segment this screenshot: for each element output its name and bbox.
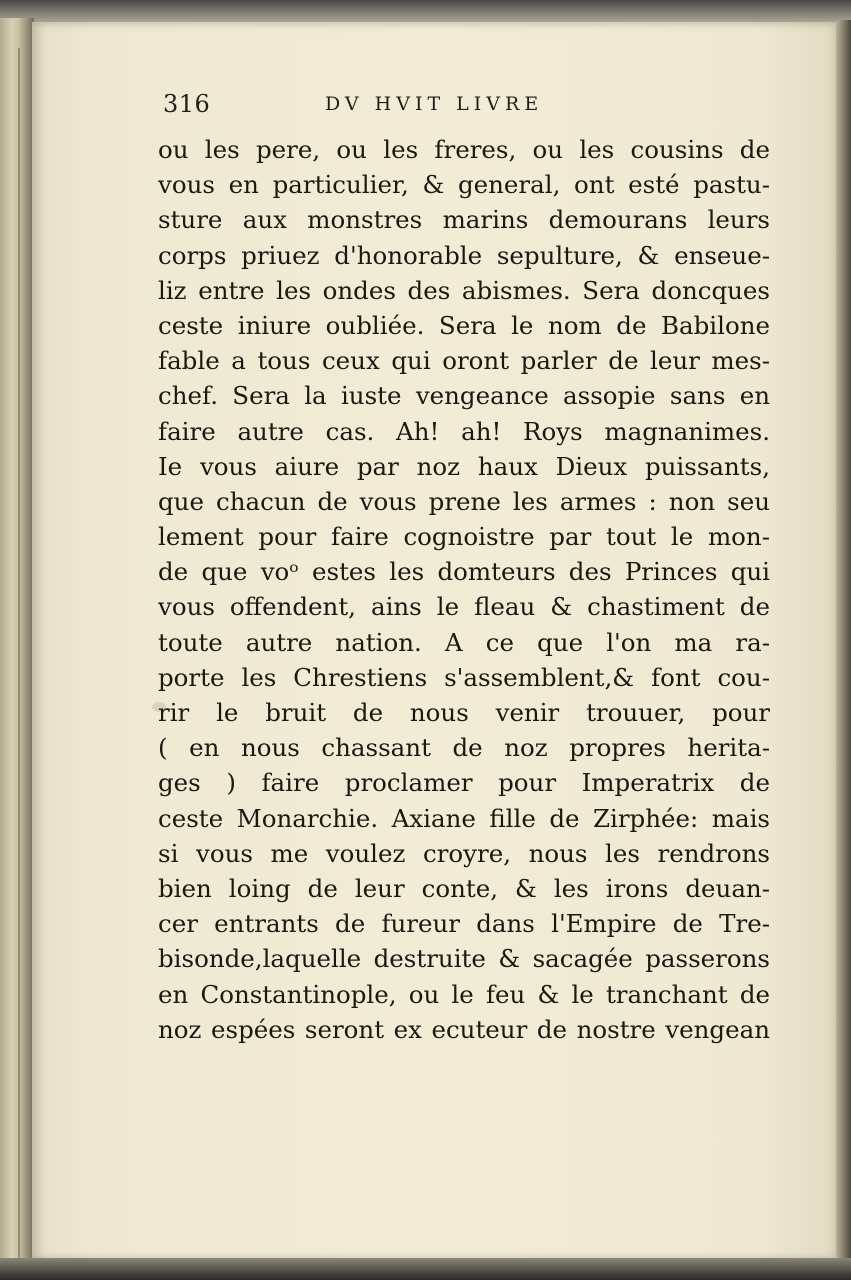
text-line: liz entre les ondes des abismes. Sera doncques bbox=[158, 275, 770, 305]
text-line: ( en nous chassant de noz propres herita- bbox=[158, 733, 770, 763]
text-line: cer entrants de fureur dans l'Empire de Tre- bbox=[158, 909, 770, 939]
book-top-edge bbox=[0, 0, 851, 22]
text-line: chef. Sera la iuste vengeance assopie sans en bbox=[158, 381, 770, 411]
text-line: Ie vous aiure par noz haux Dieux puissants, bbox=[158, 451, 770, 481]
text-line: en Constantinople, ou le feu & le tranchant de bbox=[158, 979, 770, 1009]
text-line: ceste Monarchie. Axiane fille de Zirphée: mais bbox=[158, 803, 770, 833]
page-stack-edge bbox=[836, 20, 851, 1262]
text-line: toute autre nation. A ce que l'on ma ra- bbox=[158, 627, 770, 657]
text-line: corps priuez d'honorable sepulture, & enseue- bbox=[158, 240, 770, 270]
text-line: sture aux monstres marins demourans leurs bbox=[158, 205, 770, 235]
text-line: faire autre cas. Ah! ah! Roys magnanimes. bbox=[158, 416, 770, 446]
text-line: si vous me voulez croyre, nous les rendrons bbox=[158, 838, 770, 868]
text-line: ges ) faire proclamer pour Imperatrix de bbox=[158, 768, 770, 798]
text-line: ceste iniure oubliée. Sera le nom de Babilone bbox=[158, 310, 770, 340]
text-line: rir le bruit de nous venir trouuer, pour bbox=[158, 698, 770, 727]
text-line: de que voᵒ estes les domteurs des Princes qui bbox=[158, 557, 770, 587]
text-line: bisonde,laquelle destruite & sacagée passerons bbox=[158, 944, 770, 974]
text-line: bien loing de leur conte, & les irons deuan- bbox=[158, 873, 770, 903]
text-line: vous offendent, ains le fleau & chastiment de bbox=[158, 592, 770, 622]
text-line: porte les Chrestiens s'assemblent,& font cou- bbox=[158, 662, 770, 692]
book-bottom-edge bbox=[0, 1258, 851, 1280]
text-line: lement pour faire cognoistre par tout le mon- bbox=[158, 522, 770, 552]
body-text bbox=[158, 132, 770, 1047]
text-line: fable a tous ceux qui oront parler de leur mes- bbox=[158, 346, 770, 376]
running-head: DV HVIT LIVRE bbox=[325, 93, 544, 115]
text-line: vous en particulier, & general, ont esté pastu- bbox=[158, 170, 770, 200]
page-header bbox=[163, 90, 803, 124]
book-gutter bbox=[0, 18, 34, 1262]
gutter-fold-line bbox=[18, 48, 20, 1268]
text-line: ou les pere, ou les freres, ou les cousins de bbox=[158, 135, 770, 164]
text-line: noz espées seront ex ecuteur de nostre vengean bbox=[158, 1014, 770, 1044]
text-line: que chacun de vous prene les armes : non seu bbox=[158, 486, 770, 516]
page-number: 316 bbox=[163, 90, 211, 118]
